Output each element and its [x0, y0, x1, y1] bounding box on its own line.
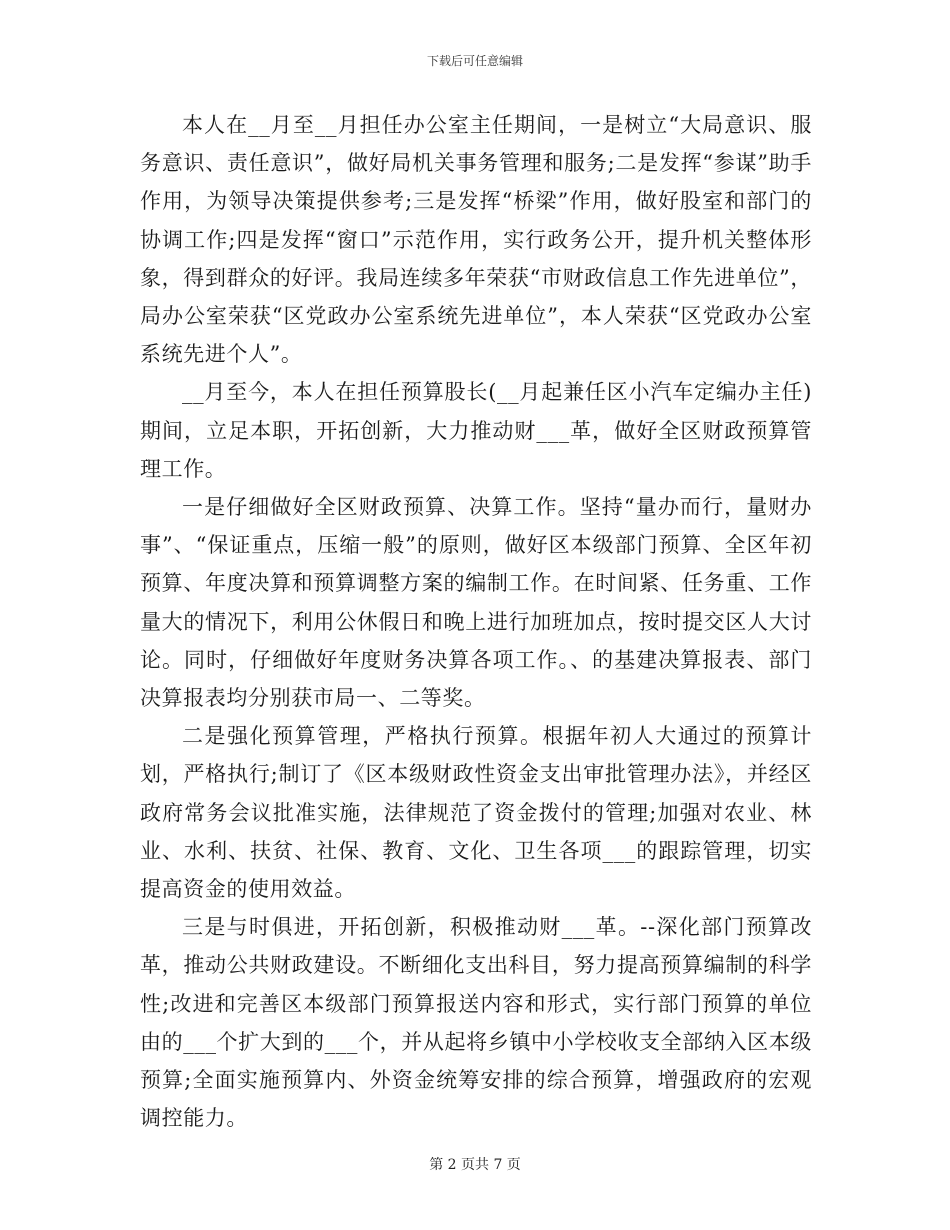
- paragraph-fiscal-reform: 三是与时俱进，开拓创新，积极推动财___革。--深化部门预算改革，推动公共财政建设。不断细化支出科目，努力提高预算编制的科学性;改进和完善区本级部门预算报送内容和形式，实行部门预算的单位由的___个扩大到的___个，并从起将乡镇中小学校收支全部纳入区本级预算;全面实施预算内、外资金统筹安排的综合预算，增强政府的宏观调控能力。: [140, 915, 812, 1131]
- paragraph-office-director: 本人在__月至__月担任办公室主任期间，一是树立“大局意识、服务意识、责任意识”，做好局机关事务管理和服务;二是发挥“参谋”助手作用，为领导决策提供参考;三是发挥“桥梁”作用，做好股室和部门的协调工作;四是发挥“窗口”示范作用，实行政务公开，提升机关整体形象，得到群众的好评。我局连续多年荣获“市财政信息工作先进单位”，局办公室荣获“区党政办公室系统先进单位”，本人荣获“区党政办公室系统先进个人”。: [140, 113, 812, 367]
- page-header-note: 下载后可任意编辑: [426, 54, 523, 68]
- page-number: 第 2 页共 7 页: [429, 1157, 521, 1173]
- paragraph-budget-final-accounts: 一是仔细做好全区财政预算、决算工作。坚持“量办而行，量财办事”、“保证重点，压缩一般”的原则，做好区本级部门预算、全区年初预算、年度决算和预算调整方案的编制工作。在时间紧、任务重、工作量大的情况下，利用公休假日和晚上进行加班加点，按时提交区人大讨论。同时，仔细做好年度财务决算各项工作。、的基建决算报表、部门决算报表均分别获市局一、二等奖。: [140, 495, 812, 711]
- document-body: [140, 106, 812, 1137]
- paragraph-budget-chief: __月至今，本人在担任预算股长(__月起兼任区小汽车定编办主任)期间，立足本职，开拓创新，大力推动财___革，做好全区财政预算管理工作。: [140, 380, 812, 481]
- paragraph-budget-management: 二是强化预算管理，严格执行预算。根据年初人大通过的预算计划，严格执行;制订了《区本级财政性资金支出审批管理办法》，并经区政府常务会议批准实施，法律规范了资金拨付的管理;加强对农业、林业、水利、扶贫、社保、教育、文化、卫生各项___的跟踪管理，切实提高资金的使用效益。: [140, 724, 812, 902]
